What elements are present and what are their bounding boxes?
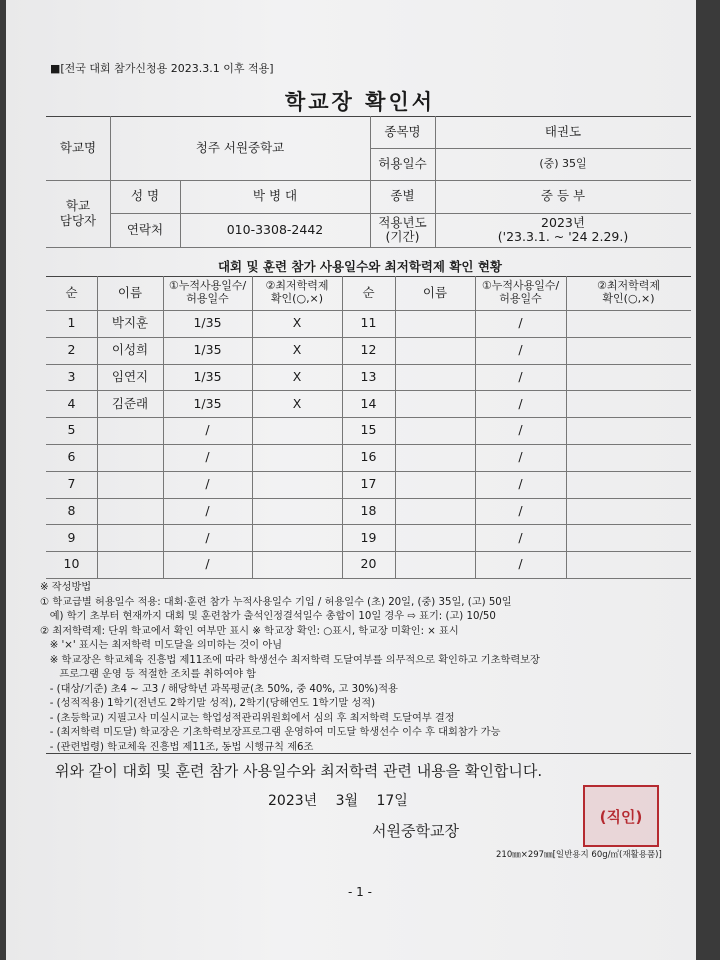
- method-line: - (대상/기준) 초4 ~ 고3 / 해당학년 과목평균(초 50%, 중 40%, 고 30%)적용: [40, 683, 398, 695]
- name-value: 박 병 대: [252, 188, 298, 204]
- table-cell-name: [395, 444, 475, 471]
- table-cell-academic: [566, 444, 691, 471]
- table-cell-no: 5: [67, 422, 76, 438]
- table-cell-name: [395, 364, 475, 391]
- header-days: ①누적사용일수/ 허용일수: [168, 279, 247, 305]
- table-cell-academic: X: [292, 342, 302, 357]
- table-cell-no: 2: [67, 342, 76, 357]
- table-cell-no: 9: [67, 529, 76, 545]
- table-cell-days: /: [205, 449, 210, 465]
- manager-label: 학교 담당자: [59, 198, 97, 228]
- table-cell-days: /: [518, 368, 523, 384]
- table-cell-days: 1/35: [193, 395, 222, 411]
- table-cell-no: 8: [67, 502, 76, 518]
- method-line: ② 최저학력제: 단위 학교에서 확인 여부만 표시 ※ 학교장 확인: ○표시, 학교장 미확인: × 표시: [40, 625, 459, 637]
- contact-value: 010-3308-2442: [226, 221, 324, 237]
- table-cell-days: /: [205, 476, 210, 491]
- table-cell-days: /: [518, 315, 523, 331]
- method-line: - (초등학교) 지필고사 미실시교는 학업성적관리위원회에서 심의 후 최저학력 도달여부 결정: [40, 712, 455, 724]
- table-cell-no: 12: [360, 342, 377, 357]
- table-cell-academic: [252, 551, 342, 578]
- header-no: 순: [65, 284, 78, 300]
- table-cell-academic: [252, 471, 342, 498]
- table-cell-academic: [566, 551, 691, 578]
- name-label: 성 명: [130, 188, 160, 204]
- table-cell-academic: [566, 417, 691, 444]
- table-cell-name: [97, 444, 163, 471]
- table-cell-no: 13: [360, 368, 377, 384]
- contact-label: 연락처: [126, 221, 164, 237]
- document-title: 학교장 확인서: [284, 90, 436, 114]
- table-cell-days: /: [205, 502, 210, 518]
- confirm-text: 위와 같이 대회 및 훈련 참가 사용일수와 최저학력 관련 내용을 확인합니다.: [55, 762, 543, 780]
- header-academic: ②최저학력제 확인(○,×): [265, 279, 329, 305]
- table-cell-academic: [252, 524, 342, 551]
- table-row-line: [46, 578, 691, 579]
- table-cell-days: /: [518, 395, 523, 411]
- header-name: 이름: [422, 284, 448, 300]
- table-cell-no: 10: [63, 556, 80, 572]
- table-cell-name: [97, 551, 163, 578]
- school-label: 학교명: [59, 139, 97, 155]
- table-cell-name: [395, 498, 475, 525]
- table-cell-academic: [566, 364, 691, 391]
- table-cell-days: 1/35: [193, 342, 222, 357]
- table-cell-academic: X: [292, 315, 302, 331]
- table-cell-days: /: [205, 422, 210, 438]
- table-cell-academic: [566, 471, 691, 498]
- page-number: - 1 -: [348, 885, 372, 899]
- header-name: 이름: [117, 284, 143, 300]
- category-value: 중 등 부: [540, 188, 586, 204]
- table-cell-no: 11: [360, 315, 377, 331]
- notice-text: ■[전국 대회 참가신청용 2023.3.1 이후 적용]: [50, 62, 274, 75]
- table-cell-days: /: [518, 342, 523, 357]
- table-cell-days: /: [518, 476, 523, 491]
- method-line: ① 학교급별 허용일수 적용: 대회·훈련 참가 누적사용일수 기입 / 허용일수 (초) 20일, (중) 35일, (고) 50일: [40, 596, 512, 608]
- table-cell-days: /: [518, 422, 523, 438]
- table-cell-academic: [566, 310, 691, 337]
- section-title: 대회 및 훈련 참가 사용일수와 최저학력제 확인 현황: [217, 259, 503, 274]
- table-cell-no: 6: [67, 449, 76, 465]
- event-value: 태권도: [544, 123, 582, 139]
- method-line: - (성적적용) 1학기(전년도 2학기말 성적), 2학기(당해연도 1학기말 성적): [40, 698, 376, 709]
- table-cell-days: /: [518, 502, 523, 518]
- table-cell-name: [395, 524, 475, 551]
- official-seal: [583, 785, 659, 847]
- event-label: 종목명: [384, 123, 421, 139]
- table-cell-no: 20: [360, 556, 377, 572]
- table-cell-no: 1: [67, 315, 76, 331]
- allowed-days-label: 허용일수: [378, 155, 427, 171]
- table-cell-no: 4: [67, 395, 76, 411]
- table-cell-name: [395, 390, 475, 417]
- school-principal: 서원중학교장: [372, 822, 459, 840]
- table-cell-name: 임연지: [111, 368, 149, 384]
- table-cell-no: 16: [360, 449, 377, 465]
- info-line: [46, 247, 691, 248]
- header-academic: ②최저학력제 확인(○,×): [597, 279, 660, 305]
- table-cell-days: 1/35: [193, 315, 222, 331]
- table-cell-academic: [566, 337, 691, 364]
- method-line: - (관련법령) 학교체육 진흥법 제11조, 동법 시행규칙 제6조: [40, 741, 314, 753]
- table-cell-academic: X: [292, 368, 302, 384]
- table-cell-no: 7: [67, 476, 76, 491]
- table-cell-no: 15: [360, 422, 377, 438]
- school-value: 청주 서원중학교: [195, 139, 285, 155]
- table-cell-name: [395, 417, 475, 444]
- table-cell-days: /: [518, 529, 523, 545]
- seal-text: (직인): [599, 807, 643, 826]
- header-days: ①누적사용일수/ 허용일수: [481, 279, 560, 305]
- table-cell-name: [97, 498, 163, 525]
- table-cell-days: /: [518, 449, 523, 465]
- table-cell-no: 14: [360, 395, 377, 411]
- method-line: ※ 학교장은 학교체육 진흥법 제11조에 따라 학생선수 최저학력 도달여부를 의무적으로 확인하고 기초학력보장: [40, 654, 540, 666]
- year-label: 적용년도 (기간): [378, 214, 427, 244]
- method-line: ※ 작성방법: [40, 582, 92, 593]
- table-cell-no: 3: [67, 368, 76, 384]
- allowed-days-value: (중) 35일: [539, 156, 587, 170]
- table-cell-days: 1/35: [193, 368, 222, 384]
- table-cell-name: [395, 471, 475, 498]
- table-cell-name: [395, 551, 475, 578]
- category-label: 종별: [390, 188, 415, 204]
- year-value: 2023년 ('23.3.1. ~ '24 2.29.): [497, 214, 629, 244]
- table-cell-academic: [252, 498, 342, 525]
- table-cell-academic: [252, 444, 342, 471]
- method-line: ※ '×' 표시는 최저학력 미도달을 의미하는 것이 아님: [40, 640, 283, 651]
- table-cell-days: /: [205, 556, 210, 572]
- table-cell-name: [97, 417, 163, 444]
- table-cell-no: 18: [360, 502, 377, 518]
- table-cell-academic: [566, 498, 691, 525]
- header-no: 순: [362, 284, 375, 300]
- date-text: 2023년 3월 17일: [268, 793, 408, 809]
- table-cell-academic: [252, 417, 342, 444]
- method-line: 예) 학기 초부터 현재까지 대회 및 훈련참가 출석인정결석일수 총합이 10일 경우 ⇨ 표기: (고) 10/50: [40, 611, 496, 622]
- method-bottom-border: [46, 753, 691, 754]
- table-cell-name: [395, 337, 475, 364]
- table-cell-name: 박지훈: [111, 315, 149, 331]
- table-cell-name: [97, 471, 163, 498]
- method-line: - (최저학력 미도달) 학교장은 기초학력보장프로그램 운영하여 미도달 학생선수 이수 후 대회참가 가능: [40, 727, 501, 738]
- table-cell-name: 이성희: [111, 342, 149, 357]
- table-cell-name: [395, 310, 475, 337]
- table-cell-academic: X: [292, 395, 302, 411]
- table-cell-academic: [566, 524, 691, 551]
- method-line: 프로그램 운영 등 적절한 조치를 취하여야 함: [40, 669, 256, 680]
- table-cell-name: [97, 524, 163, 551]
- paper-info: 210㎜×297㎜[일반용지 60g/㎡(재활용품)]: [496, 850, 662, 860]
- table-cell-days: /: [518, 556, 523, 572]
- table-cell-days: /: [205, 529, 210, 545]
- table-cell-academic: [566, 390, 691, 417]
- table-cell-no: 19: [360, 529, 377, 545]
- table-cell-no: 17: [360, 476, 377, 491]
- table-cell-name: 김준래: [111, 395, 149, 411]
